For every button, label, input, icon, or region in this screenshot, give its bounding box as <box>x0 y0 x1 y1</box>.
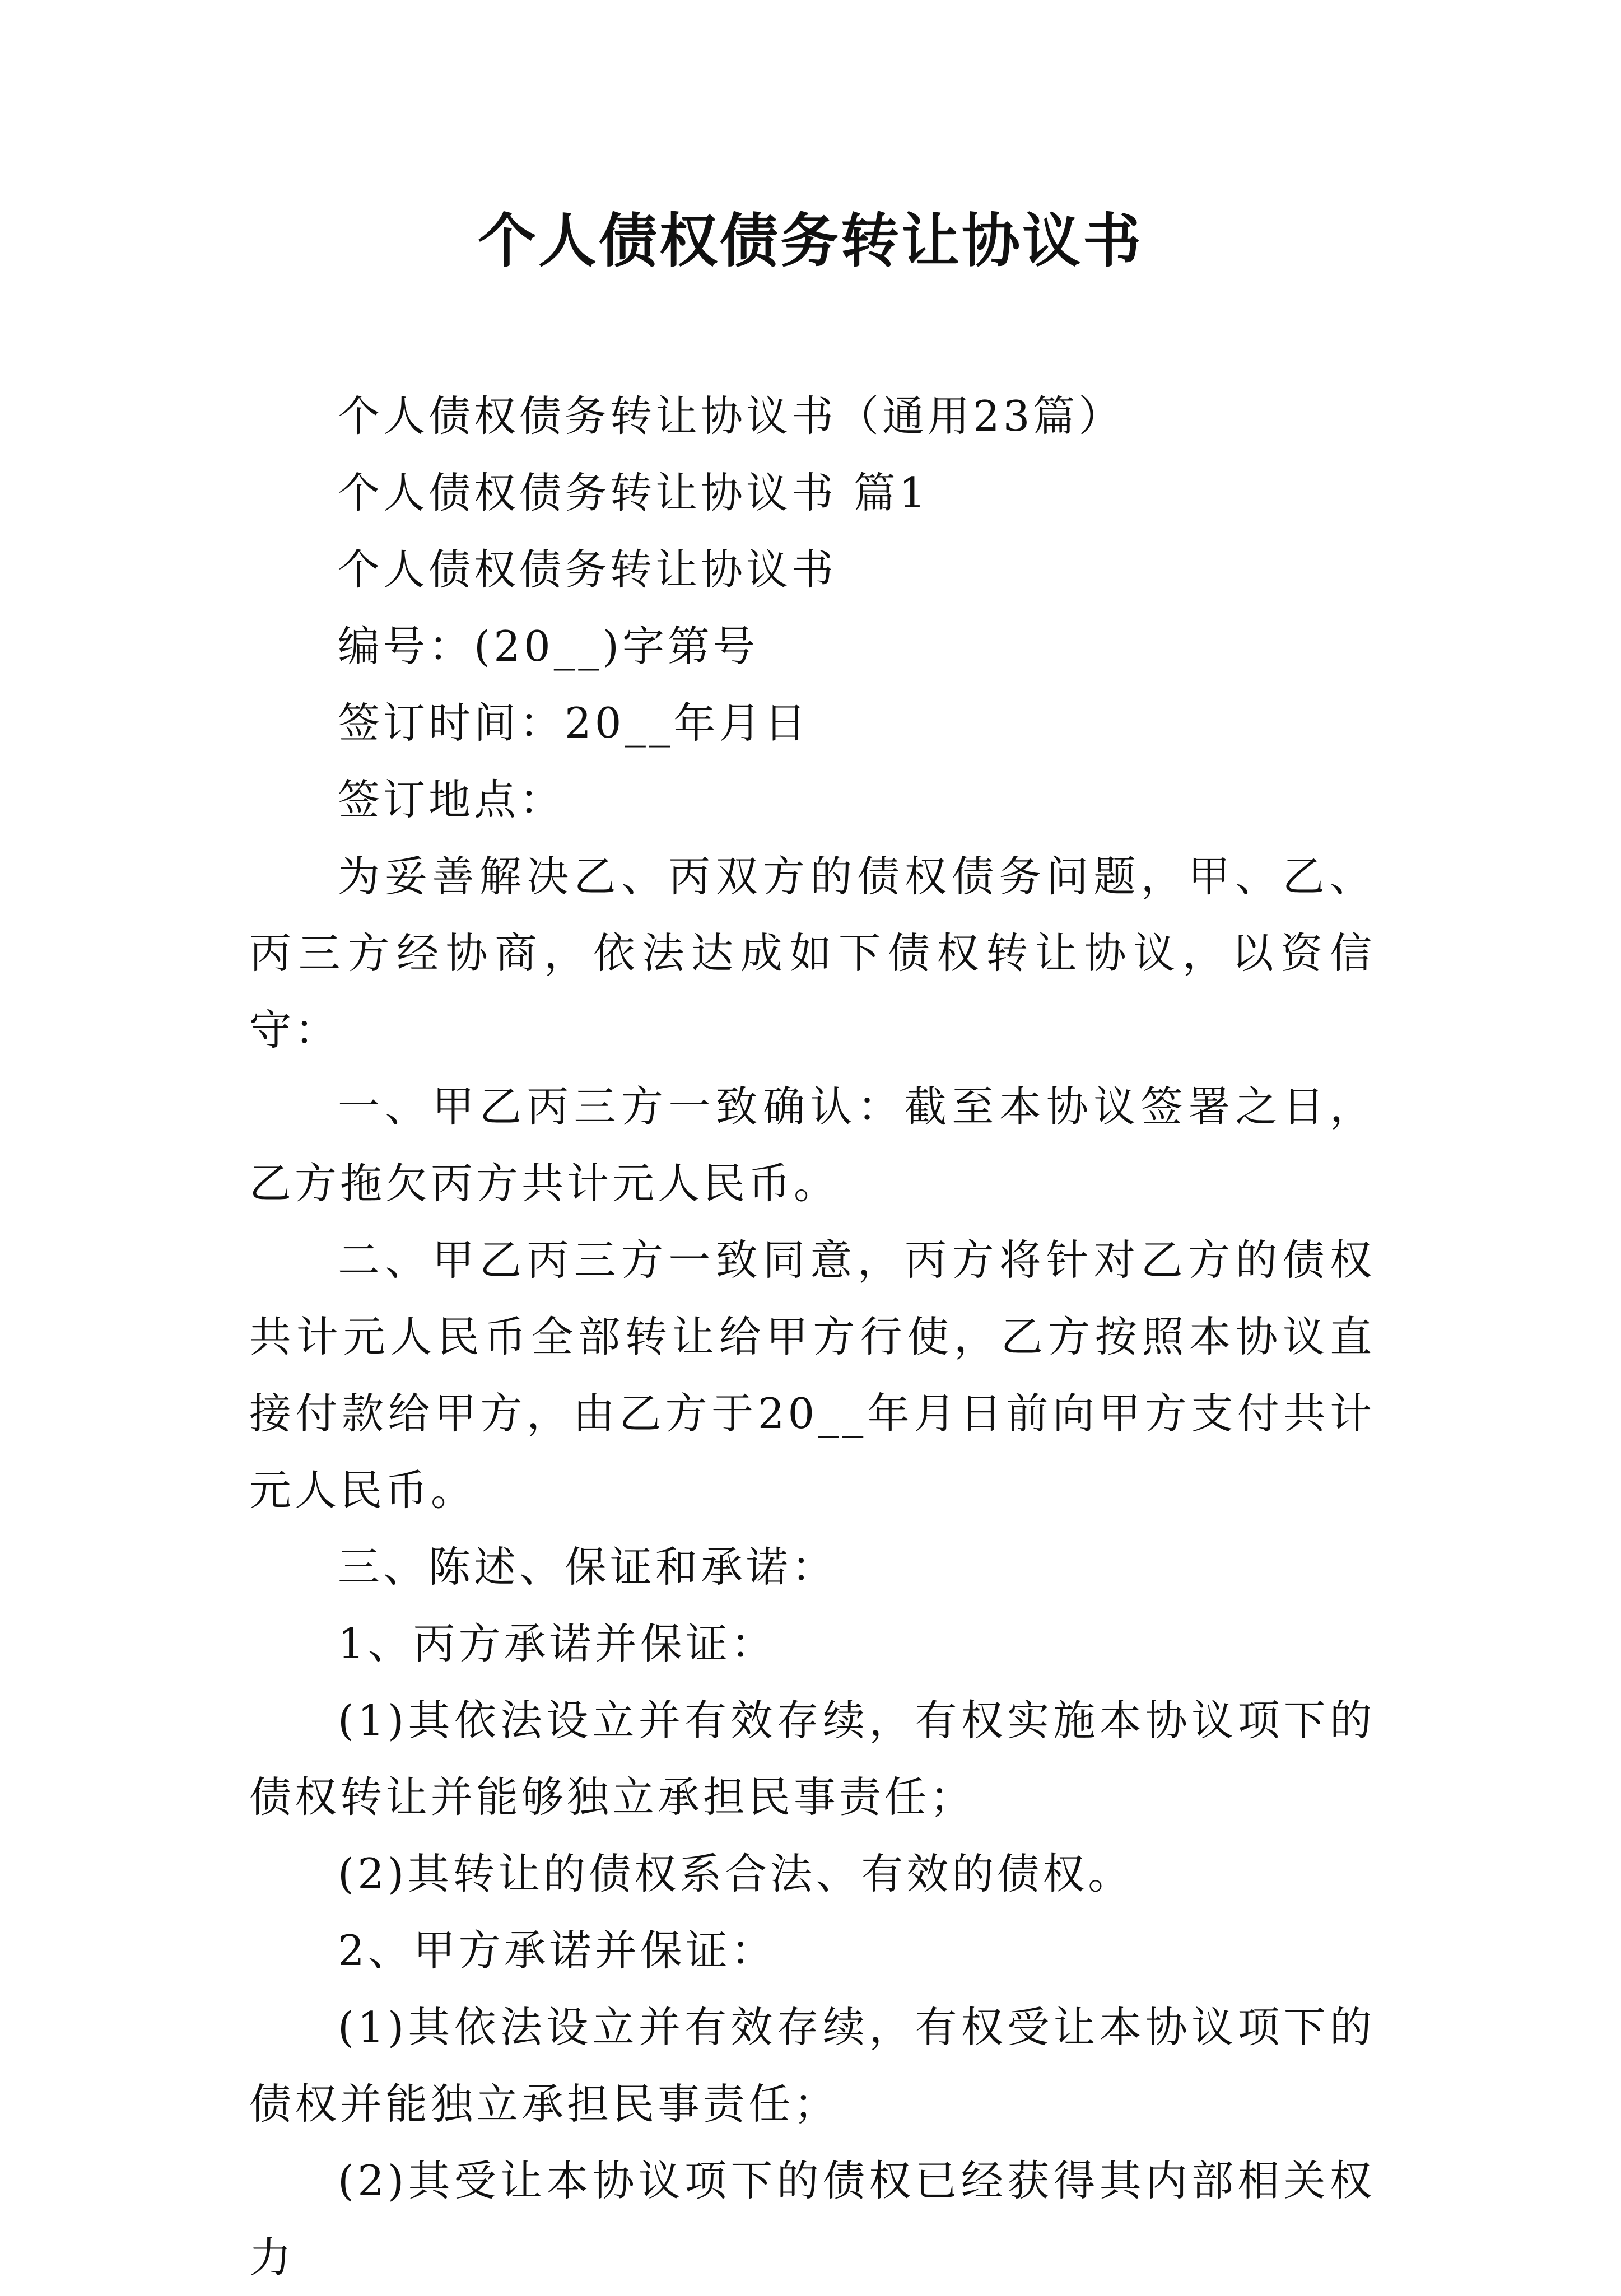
paragraph-clause-2: 二、甲乙丙三方一致同意，丙方将针对乙方的债权共计元人民币全部转让给甲方行使，乙方按照本协议直接付款给甲方，由乙方于20__年月日前向甲方支付共计元人民币。 <box>249 1235 1375 1515</box>
paragraph-clause-1: 一、甲乙丙三方一致确认：截至本协议签署之日，乙方拖欠丙方共计元人民币。 <box>249 1082 1375 1208</box>
paragraph-party-a-item-2: (2)其受让本协议项下的债权已经获得其内部相关权力 <box>249 2156 1375 2282</box>
paragraph-signing-date: 签订时间：20__年月日 <box>338 698 810 748</box>
paragraph-preamble: 为妥善解决乙、丙双方的债权债务问题，甲、乙、丙三方经协商，依法达成如下债权转让协议，以资信守： <box>249 852 1375 1054</box>
paragraph-agreement-name: 个人债权债务转让协议书 <box>338 545 837 594</box>
paragraph-party-a-heading: 2、甲方承诺并保证： <box>338 1926 776 1975</box>
paragraph-party-c-heading: 1、丙方承诺并保证： <box>338 1619 776 1668</box>
paragraph-signing-place: 签订地点： <box>338 775 565 824</box>
document-body <box>249 378 1375 2296</box>
paragraph-subtitle: 个人债权债务转让协议书（通用23篇） <box>338 391 1124 441</box>
paragraph-section-heading: 个人债权债务转让协议书 篇1 <box>338 468 929 517</box>
document-title: 个人债权债务转让协议书 <box>477 206 1143 275</box>
paragraph-party-c-item-1: (1)其依法设立并有效存续，有权实施本协议项下的债权转让并能够独立承担民事责任； <box>249 1696 1375 1822</box>
paragraph-party-a-item-1: (1)其依法设立并有效存续，有权受让本协议项下的债权并能独立承担民事责任； <box>249 2003 1375 2129</box>
paragraph-party-c-item-2: (2)其转让的债权系合法、有效的债权。 <box>338 1849 1134 1898</box>
paragraph-clause-3: 三、陈述、保证和承诺： <box>338 1542 837 1592</box>
paragraph-number: 编号：(20__)字第号 <box>338 622 758 671</box>
